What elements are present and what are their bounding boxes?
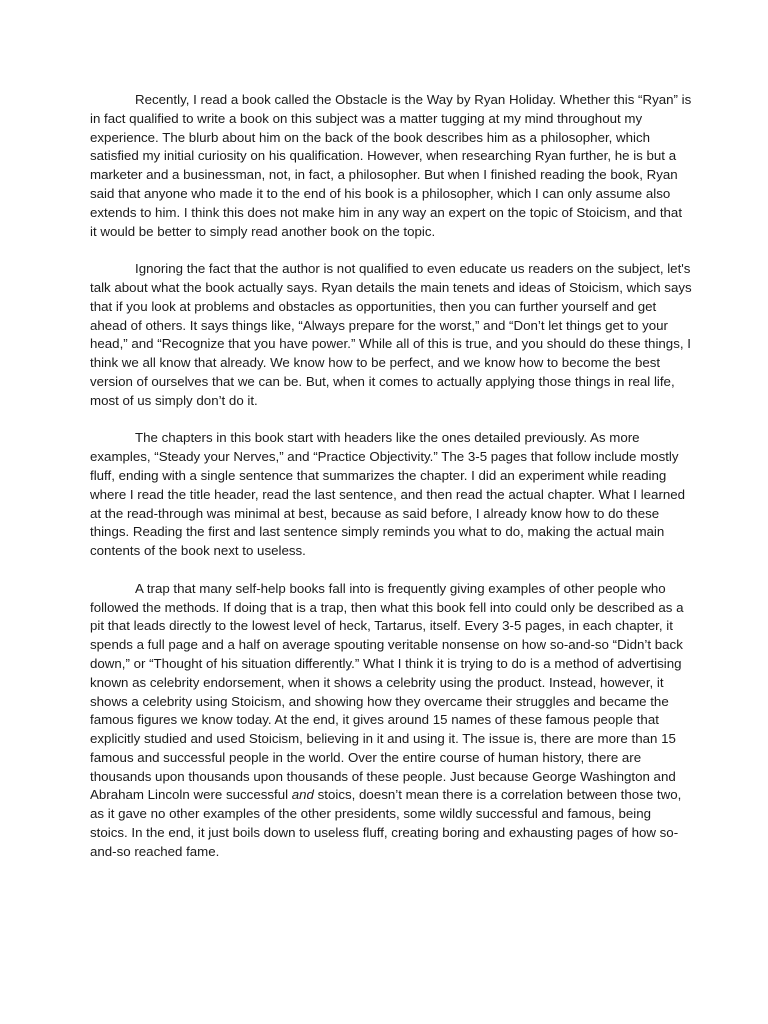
- paragraph-4: [90, 580, 692, 862]
- paragraph-1: Recently, I read a book called the Obstacle is the Way by Ryan Holiday. Whether this “Ryan” is in fact qualified to write a book on this subject was a matter tugging at my mind throughout my experience. The blurb about him on the back of the book describes him as a philosopher, which satisfied my initial curiosity on his qualification. However, when researching Ryan further, he is but a marketer and a businessman, not, in fact, a philosopher. But when I finished reading the book, Ryan said that anyone who made it to the end of his book is a philosopher, which I can only assume also extends to him. I think this does not make him in any way an expert on the topic of Stoicism, and that it would be better to simply read another book on the topic.: [90, 92, 692, 239]
- document-body: [90, 91, 692, 862]
- paragraph-4-text-before: A trap that many self-help books fall into is frequently giving examples of other people who followed the methods. If doing that is a trap, then what this book fell into could only be described as a pit that leads directly to the lowest level of heck, Tartarus, itself. Every 3-5 pages, in each chapter, it spends a full page and a half on average spouting veritable nonsense on how so-and-so “Didn’t back down,” or “Thought of his situation differently.” What I think it is trying to do is a method of advertising known as celebrity endorsement, when it shows a celebrity using the product. Instead, however, it shows a celebrity using Stoicism, and showing how they overcame their struggles and became the famous figures we know today. At the end, it gives around 15 names of these famous people that explicitly studied and used Stoicism, believing in it and using it. The issue is, there are more than 15 famous and successful people in the world. Over the entire course of human history, there are thousands upon thousands upon thousands of these people. Just because George Washington and Abraham Lincoln were successful: [90, 580, 684, 803]
- paragraph-2: Ignoring the fact that the author is not qualified to even educate us readers on the subject, let's talk about what the book actually says. Ryan details the main tenets and ideas of Stoicism, which says that if you look at problems and obstacles as opportunities, then you can further yourself and get ahead of others. It says things like, “Always prepare for the worst,” and “Don’t let things get to your head,” and “Recognize that you have power.” While all of this is true, and you should do these things, I think we all know that already. We know how to be perfect, and we know how to become the best version of ourselves that we can be. But, when it comes to actually applying those things in real life, most of us simply don’t do it.: [90, 261, 692, 408]
- paragraph-4-text-after: stoics, doesn’t mean there is a correlation between those two, as it gave no other examples of the other presidents, some wildly successful and famous, being stoics. In the end, it just boils down to useless fluff, creating boring and exhausting pages of how so-and-so reached fame.: [90, 787, 682, 859]
- paragraph-3: The chapters in this book start with headers like the ones detailed previously. As more examples, “Steady your Nerves,” and “Practice Objectivity.” The 3-5 pages that follow include mostly fluff, ending with a single sentence that summarizes the chapter. I did an experiment while reading where I read the title header, read the last sentence, and then read the actual chapter. What I learned at the read-through was minimal at best, because as said before, I already know how to do these things. Reading the first and last sentence simply reminds you what to do, making the actual main contents of the book next to useless.: [90, 430, 686, 559]
- paragraph-4-emphasis: and: [291, 787, 314, 803]
